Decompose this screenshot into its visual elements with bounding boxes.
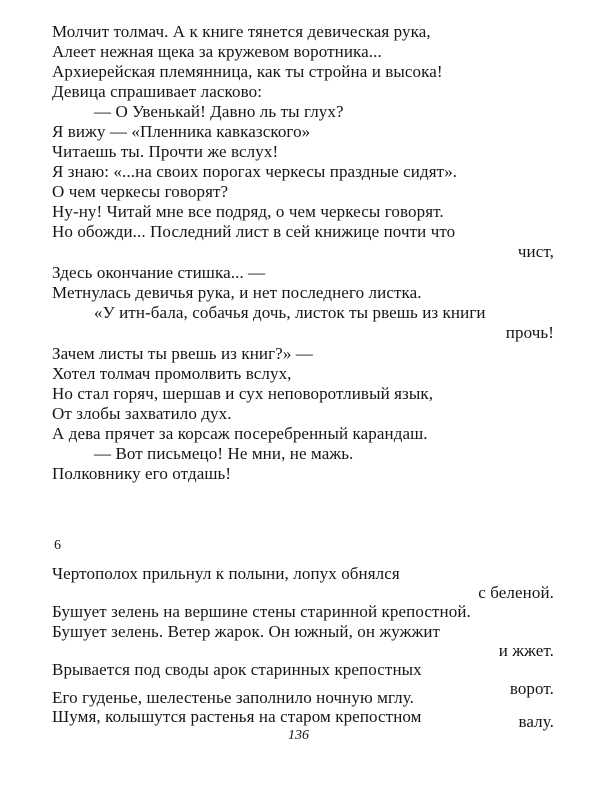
page-number: 136 bbox=[288, 728, 309, 743]
poem-line: Девица спрашивает ласково: bbox=[52, 82, 263, 101]
poem-line: О чем черкесы говорят? bbox=[52, 182, 229, 201]
poem-line: Я вижу — «Пленника кавказского» bbox=[52, 122, 311, 141]
poem-line: Но обожди... Последний лист в сей книжице почти что bbox=[52, 222, 456, 241]
poem-line: Бушует зелень на вершине стены старинной крепостной. bbox=[52, 602, 471, 621]
poem-line: Здесь окончание стишка... — bbox=[52, 263, 266, 282]
poem-line: Бушует зелень. Ветер жарок. Он южный, он жужжит bbox=[52, 622, 441, 641]
poem-line: Я знаю: «...на своих порогах черкесы праздные сидят». bbox=[52, 162, 458, 181]
poem-line-continuation: чист, bbox=[517, 242, 554, 261]
poem-line: Врывается под своды арок старинных крепостных bbox=[52, 660, 422, 679]
poem-line: «У итн-бала, собачья дочь, листок ты рвешь из книги bbox=[94, 303, 486, 322]
poem-line: Чертополох прильнул к полыни, лопух обнялся bbox=[52, 564, 400, 583]
poem-line: Алеет нежная щека за кружевом воротника... bbox=[52, 42, 382, 61]
poem-line: Молчит толмач. А к книге тянется девическая рука, bbox=[52, 22, 431, 41]
poem-line: Шумя, колышутся растенья на старом крепостном bbox=[52, 707, 422, 726]
poem-line: Зачем листы ты рвешь из книг?» — bbox=[52, 344, 313, 363]
poem-line-continuation: и жжет. bbox=[498, 641, 554, 660]
poem-line: От злобы захватило дух. bbox=[52, 404, 232, 423]
poem-line: Но стал горяч, шершав и сух неповоротливый язык, bbox=[52, 384, 434, 403]
poem-line: Ну-ну! Читай мне все подряд, о чем черкесы говорят. bbox=[52, 202, 444, 221]
poem-line: — О Увенькай! Давно ль ты глух? bbox=[94, 102, 344, 121]
poem-line-continuation: прочь! bbox=[505, 323, 554, 342]
poem-line: Хотел толмач промолвить вслух, bbox=[52, 364, 292, 383]
poem-line: Читаешь ты. Прочти же вслух! bbox=[52, 142, 279, 161]
poem-line: — Вот письмецо! Не мни, не мажь. bbox=[94, 444, 354, 463]
poem-line: Архиерейская племянница, как ты стройна и высока! bbox=[52, 62, 443, 81]
poem-line-continuation: ворот. bbox=[509, 679, 554, 698]
poem-line: Метнулась девичья рука, и нет последнего листка. bbox=[52, 283, 422, 302]
poem-line: Полковнику его отдашь! bbox=[52, 464, 232, 483]
poem-line: А дева прячет за корсаж посеребренный карандаш. bbox=[52, 424, 428, 443]
poem-line-continuation: валу. bbox=[518, 712, 554, 731]
section-number: 6 bbox=[54, 538, 61, 553]
poem-line: Его гуденье, шелестенье заполнило ночную мглу. bbox=[52, 688, 415, 707]
poem-line-continuation: с беленой. bbox=[478, 583, 554, 602]
